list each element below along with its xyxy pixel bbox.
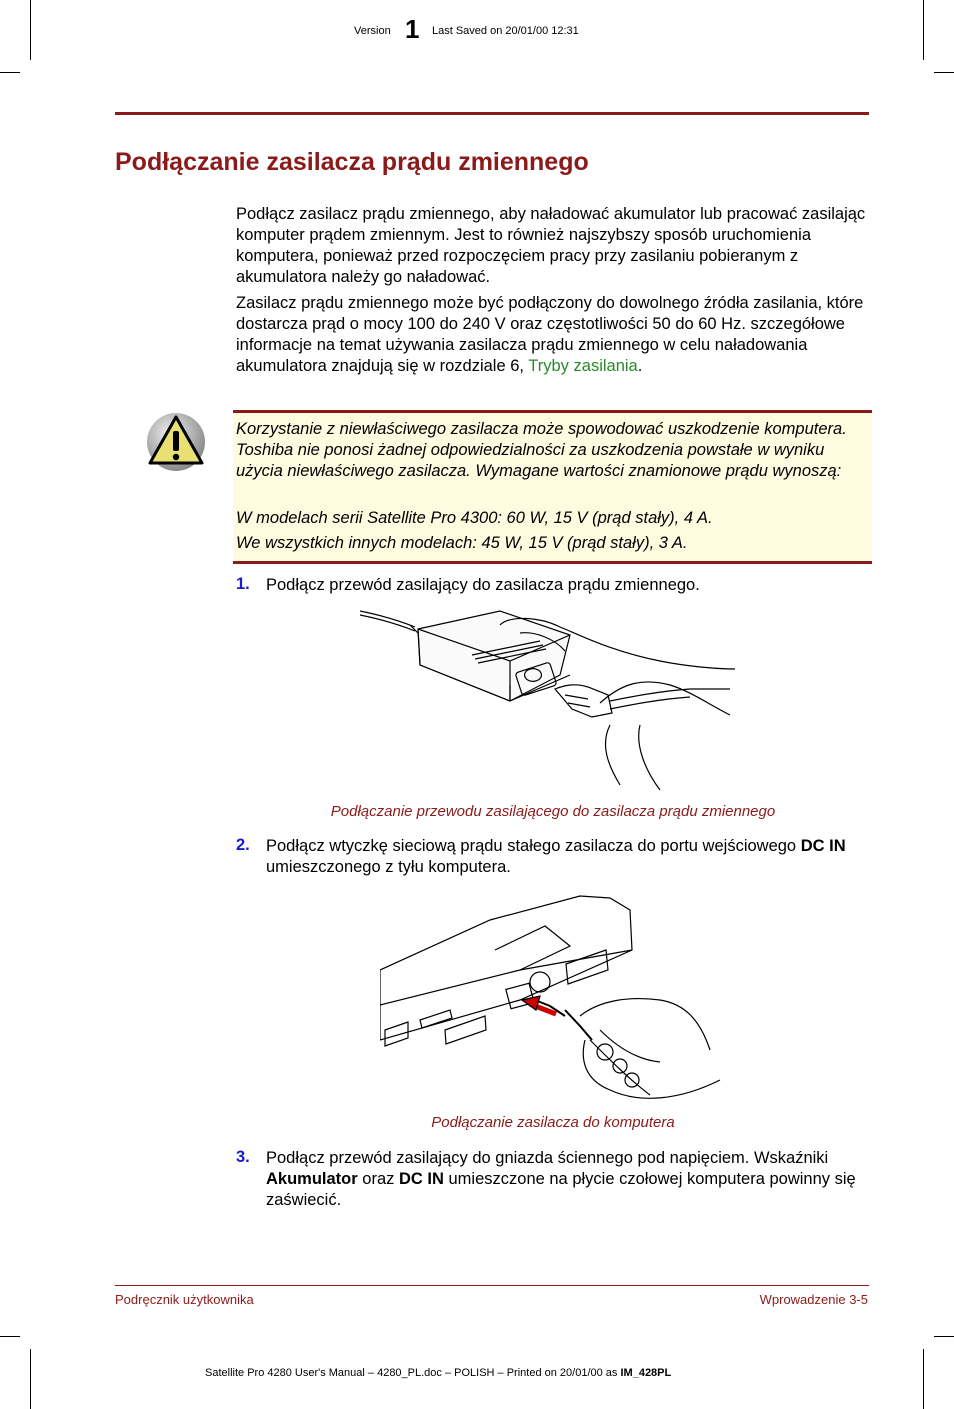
step-number: 1. <box>236 575 250 593</box>
figure-caption: Podłączanie zasilacza do komputera <box>431 1114 675 1131</box>
crop-mark <box>0 1336 20 1337</box>
print-info <box>205 1367 671 1379</box>
print-info-code: IM_428PL <box>620 1367 672 1379</box>
crop-mark <box>934 72 954 73</box>
dc-in-label: DC IN <box>398 1170 444 1188</box>
intro-paragraph-2 <box>236 293 866 377</box>
intro-p2-text: Zasilacz prądu zmiennego może być podłączony do dowolnego źródła zasilania, które dostarcza prąd o mocy 100 do 240 V oraz częstotliwości 50 do 60 Hz. szczegółowe informacje na temat używania zasilacza prądu zmiennego w celu naładowania akumulatora znajdują się w rozdziale 6, <box>236 294 864 375</box>
crop-mark <box>934 1336 954 1337</box>
dc-in-label: DC IN <box>800 837 846 855</box>
crop-mark <box>923 1349 924 1409</box>
figure-caption: Podłączanie przewodu zasilającego do zasilacza prądu zmiennego <box>330 803 776 820</box>
crop-mark <box>923 0 924 60</box>
top-rule <box>115 112 869 115</box>
footer-rule <box>115 1285 869 1286</box>
step-number: 2. <box>236 836 250 854</box>
step-3-text-end: umieszczone na płycie czołowej komputera powinny się zaświecić. <box>266 1170 856 1209</box>
computer-dc-in-illustration <box>380 890 725 1108</box>
step-2-text-end: umieszczonego z tyłu komputera. <box>266 858 511 876</box>
version-number: 1 <box>405 14 420 44</box>
power-modes-link[interactable]: Tryby zasilania <box>528 357 638 375</box>
version-label: Version <box>354 25 391 37</box>
page-title: Podłączanie zasilacza prądu zmiennego <box>115 148 589 176</box>
step-number: 3. <box>236 1148 250 1166</box>
footer-left: Podręcznik użytkownika <box>115 1292 254 1307</box>
warning-paragraph-2: W modelach serii Satellite Pro 4300: 60 W, 15 V (prąd stały), 4 A. <box>236 509 713 527</box>
battery-label: Akumulator <box>266 1170 358 1188</box>
step-3-text: Podłącz przewód zasilający do gniazda ściennego pod napięciem. Wskaźniki <box>266 1149 829 1167</box>
step-text <box>266 836 866 878</box>
intro-p2-end: . <box>637 357 643 375</box>
step-text: Podłącz przewód zasilający do zasilacza prądu zmiennego. <box>266 576 700 594</box>
last-saved: Last Saved on 20/01/00 12:31 <box>432 25 579 37</box>
footer-right: Wprowadzenie 3-5 <box>759 1292 868 1307</box>
ac-adapter-illustration <box>360 605 740 795</box>
step-2-text: Podłącz wtyczkę sieciową prądu stałego zasilacza do portu wejściowego <box>266 837 797 855</box>
warning-icon <box>145 411 207 473</box>
crop-mark <box>30 1349 31 1409</box>
crop-mark <box>30 0 31 60</box>
intro-paragraph-1: Podłącz zasilacz prądu zmiennego, aby naładować akumulator lub pracować zasilając komputer prądem zmiennym. Jest to również najszybszy sposób uruchomienia komputera, ponieważ przed rozpoczęciem pracy przy zasilaniu pobieranym z akumulatora należy go naładować. <box>236 205 866 286</box>
step-3-middle: oraz <box>362 1170 395 1188</box>
print-info-text: Satellite Pro 4280 User's Manual – 4280_PL.doc – POLISH – Printed on 20/01/00 as <box>205 1367 618 1379</box>
warning-paragraph-3: We wszystkich innych modelach: 45 W, 15 V (prąd stały), 3 A. <box>236 534 688 552</box>
step-text <box>266 1148 866 1211</box>
warning-paragraph-1: Korzystanie z niewłaściwego zasilacza może spowodować uszkodzenie komputera. Toshiba nie ponosi żadnej odpowiedzialności za uszkodzenia powstałe w wyniku użycia niewłaściwego zasilacza. Wymagane wartości znamionowe prądu wynoszą: <box>236 420 847 480</box>
crop-mark <box>0 72 20 73</box>
